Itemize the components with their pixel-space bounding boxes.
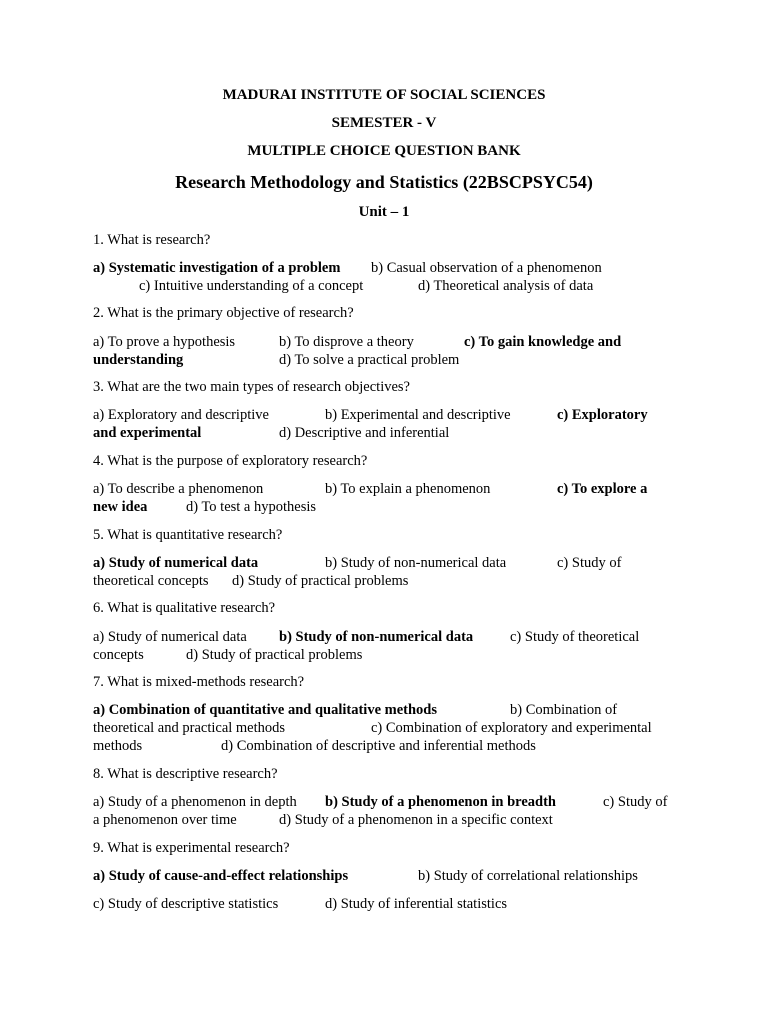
q7-option-c: c) Combination of exploratory and experimental xyxy=(371,720,652,736)
q5-option-d: d) Study of practical problems xyxy=(232,573,409,589)
q2-option-b: b) To disprove a theory xyxy=(279,334,414,350)
q3-option-c-cont: and experimental xyxy=(93,425,202,441)
unit-title: Unit – 1 xyxy=(358,204,410,220)
q1-option-b: b) Casual observation of a phenomenon xyxy=(371,260,602,276)
course-title: Research Methodology and Statistics (22BSCPSYC54) xyxy=(175,172,593,192)
question-3: 3. What are the two main types of research objectives? xyxy=(93,379,410,395)
q6-option-d: d) Study of practical problems xyxy=(186,647,363,663)
q7-option-d: d) Combination of descriptive and inferential methods xyxy=(221,738,536,754)
q1-option-d: d) Theoretical analysis of data xyxy=(418,278,594,294)
q3-option-b: b) Experimental and descriptive xyxy=(325,407,511,423)
q9-option-b: b) Study of correlational relationships xyxy=(418,868,638,884)
q3-option-d: d) Descriptive and inferential xyxy=(279,425,450,441)
institute-title: MADURAI INSTITUTE OF SOCIAL SCIENCES xyxy=(222,87,546,103)
question-9: 9. What is experimental research? xyxy=(93,840,290,856)
q9-option-d: d) Study of inferential statistics xyxy=(325,896,508,912)
q8-option-b: b) Study of a phenomenon in breadth xyxy=(325,794,556,810)
q7-option-c-cont: methods xyxy=(93,738,143,754)
q4-option-c-cont: new idea xyxy=(93,499,148,515)
q6-option-a: a) Study of numerical data xyxy=(93,629,247,645)
question-bank-title: MULTIPLE CHOICE QUESTION BANK xyxy=(247,143,521,159)
q6-option-c: c) Study of theoretical xyxy=(510,629,640,645)
q3-option-c: c) Exploratory xyxy=(557,407,648,423)
question-1: 1. What is research? xyxy=(93,232,211,248)
q5-option-a: a) Study of numerical data xyxy=(93,555,259,571)
q7-option-a: a) Combination of quantitative and qualitative methods xyxy=(93,702,438,718)
q9-option-a: a) Study of cause-and-effect relationships xyxy=(93,868,349,884)
question-6: 6. What is qualitative research? xyxy=(93,600,276,616)
q2-option-c-cont: understanding xyxy=(93,352,184,368)
question-5: 5. What is quantitative research? xyxy=(93,527,283,543)
q5-option-b: b) Study of non-numerical data xyxy=(325,555,507,571)
q2-option-d: d) To solve a practical problem xyxy=(279,352,460,368)
q4-option-c: c) To explore a xyxy=(557,481,648,497)
q8-option-c: c) Study of xyxy=(603,794,668,810)
q5-option-c: c) Study of xyxy=(557,555,622,571)
q3-option-a: a) Exploratory and descriptive xyxy=(93,407,269,423)
q1-option-c: c) Intuitive understanding of a concept xyxy=(139,278,364,294)
q6-option-c-cont: concepts xyxy=(93,647,144,663)
q5-option-c-cont: theoretical concepts xyxy=(93,573,209,589)
q2-option-a: a) To prove a hypothesis xyxy=(93,334,236,350)
question-4: 4. What is the purpose of exploratory research? xyxy=(93,453,368,469)
question-2: 2. What is the primary objective of research? xyxy=(93,305,354,321)
q9-option-c: c) Study of descriptive statistics xyxy=(93,896,279,912)
q6-option-b: b) Study of non-numerical data xyxy=(279,629,474,645)
semester-title: SEMESTER - V xyxy=(331,115,437,131)
q4-option-b: b) To explain a phenomenon xyxy=(325,481,491,497)
q4-option-a: a) To describe a phenomenon xyxy=(93,481,264,497)
q7-option-b-cont: theoretical and practical methods xyxy=(93,720,286,736)
question-8: 8. What is descriptive research? xyxy=(93,766,278,782)
q8-option-a: a) Study of a phenomenon in depth xyxy=(93,794,297,810)
q7-option-b: b) Combination of xyxy=(510,702,618,718)
q8-option-c-cont: a phenomenon over time xyxy=(93,812,237,828)
q1-option-a: a) Systematic investigation of a problem xyxy=(93,260,341,276)
q2-option-c: c) To gain knowledge and xyxy=(464,334,622,350)
question-7: 7. What is mixed-methods research? xyxy=(93,674,305,690)
q8-option-d: d) Study of a phenomenon in a specific context xyxy=(279,812,553,828)
q4-option-d: d) To test a hypothesis xyxy=(186,499,317,515)
